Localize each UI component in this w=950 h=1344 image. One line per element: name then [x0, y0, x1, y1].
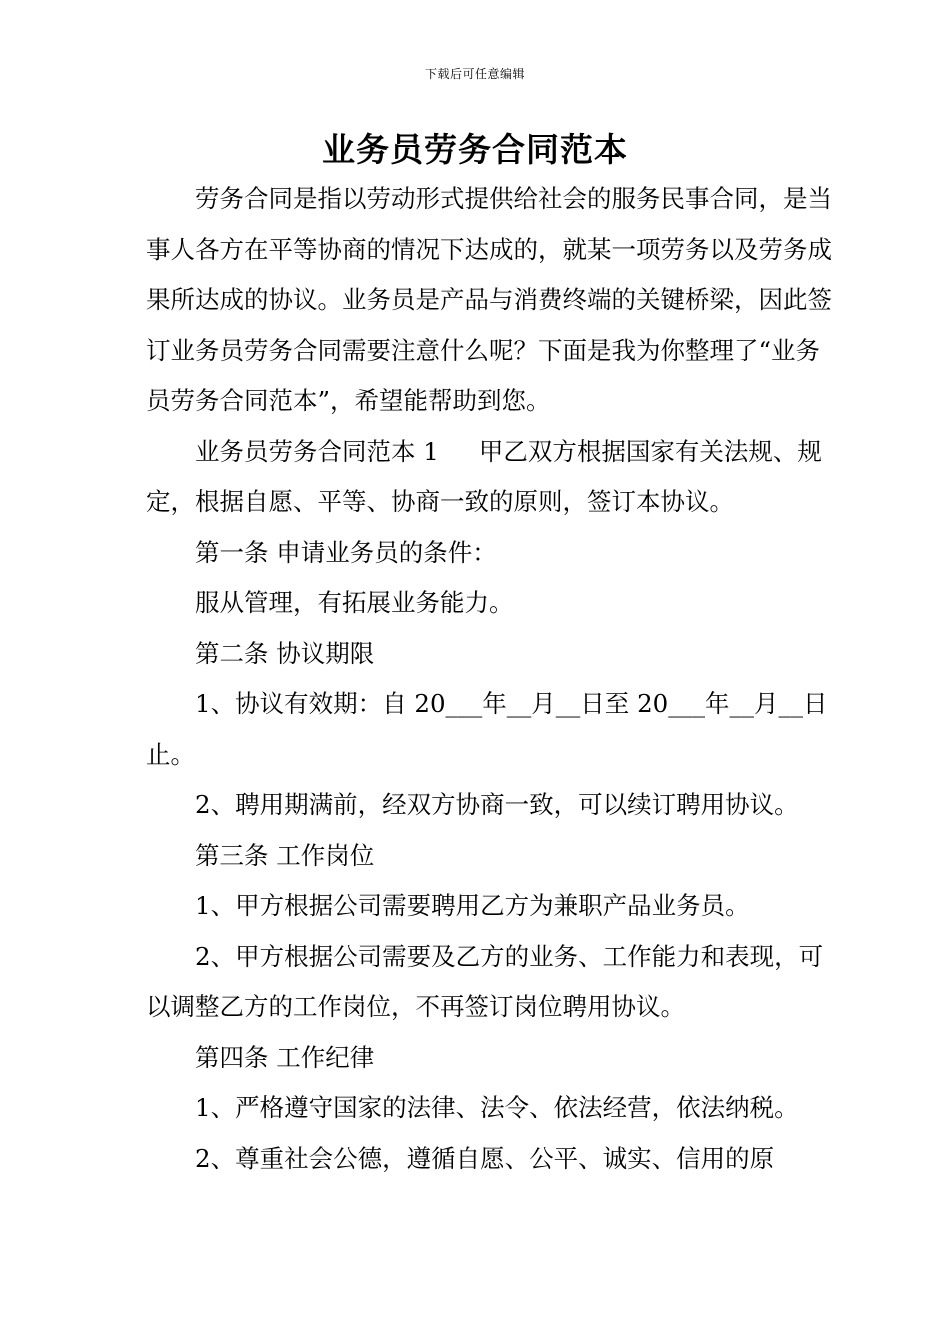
- clause-paragraph: 1、严格遵守国家的法律、法令、依法经营，依法纳税。: [195, 1093, 799, 1122]
- clause-paragraph: 第三条 工作岗位: [195, 840, 375, 870]
- document-body: [146, 174, 832, 1184]
- header-note: 下载后可任意编辑: [424, 67, 525, 81]
- clause-paragraph: 2、甲方根据公司需要及乙方的业务、工作能力和表现，可以调整乙方的工作岗位，不再签订岗位聘用协议。: [146, 941, 824, 1021]
- clause-paragraph: 第一条 申请业务员的条件：: [195, 537, 497, 567]
- clause-paragraph: 服从管理，有拓展业务能力。: [195, 588, 514, 617]
- section1-label: 业务员劳务合同范本 1: [195, 436, 439, 466]
- clause-paragraph: 第四条 工作纪律: [195, 1042, 375, 1072]
- section1-paragraph: [146, 427, 832, 528]
- clause-paragraph: 1、甲方根据公司需要聘用乙方为兼职产品业务员。: [195, 891, 750, 920]
- clause-paragraph: 2、尊重社会公德，遵循自愿、公平、诚实、信用的原: [195, 1143, 775, 1173]
- clause-paragraph: 2、聘用期满前，经双方协商一致，可以续订聘用协议。: [195, 790, 799, 819]
- document-title: 业务员劳务合同范本: [322, 130, 628, 169]
- clause-paragraph: 1、协议有效期：自 20___年__月__日至 20___年__月__日止。: [146, 689, 828, 769]
- intro-paragraph: 劳务合同是指以劳动形式提供给社会的服务民事合同，是当事人各方在平等协商的情况下达成的，就某一项劳务以及劳务成果所达成的协议。业务员是产品与消费终端的关键桥梁，因此签订业务员劳务合同需要注意什么呢？下面是我为你整理了“业务员劳务合同范本”，希望能帮助到您。: [146, 184, 832, 415]
- clause-paragraph: 第二条 协议期限: [195, 638, 375, 668]
- section1-text: 甲乙双方根据国家有关法规、规定，根据自愿、平等、协商一致的原则，签订本协议。: [146, 436, 822, 516]
